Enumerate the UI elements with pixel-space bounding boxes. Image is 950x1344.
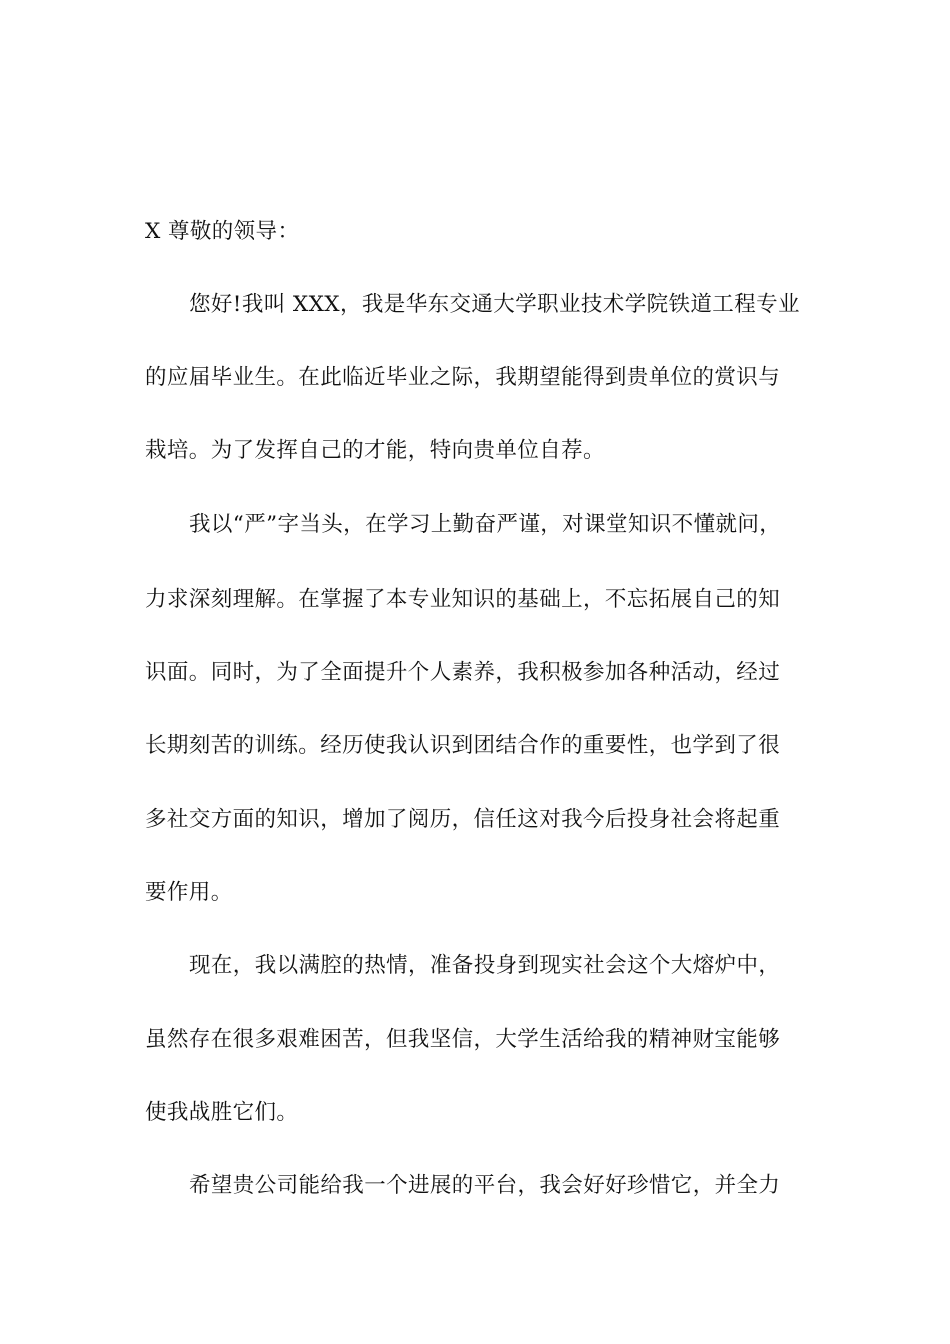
paragraph-line: 我以“严”字当头，在学习上勤奋严谨，对课堂知识不懂就问， [189, 512, 782, 537]
paragraph-line: 力求深刻理解。在掌握了本专业知识的基础上，不忘拓展自己的知 [145, 587, 781, 612]
paragraph-line: 虽然存在很多艰难困苦，但我坚信，大学生活给我的精神财宝能够 [145, 1027, 781, 1052]
paragraph-line: 多社交方面的知识，增加了阅历，信任这对我今后投身社会将起重 [145, 807, 781, 832]
paragraph-line: 现在，我以满腔的热情，准备投身到现实社会这个大熔炉中， [189, 953, 781, 978]
paragraph-line: 您好!我叫 XXX，我是华东交通大学职业技术学院铁道工程专业 [189, 292, 800, 317]
paragraph-line: 要作用。 [145, 880, 233, 905]
paragraph-line: 使我战胜它们。 [145, 1100, 299, 1125]
paragraph-line: 长期刻苦的训练。经历使我认识到团结合作的重要性，也学到了很 [145, 733, 781, 758]
paragraph-line: 的应届毕业生。在此临近毕业之际，我期望能得到贵单位的赏识与 [145, 365, 781, 390]
paragraph-line: 希望贵公司能给我一个进展的平台，我会好好珍惜它，并全力 [189, 1173, 781, 1198]
paragraph-line: 识面。同时，为了全面提升个人素养，我积极参加各种活动，经过 [145, 660, 781, 685]
paragraph-line: 栽培。为了发挥自己的才能，特向贵单位自荐。 [145, 438, 605, 463]
salutation: X 尊敬的领导： [145, 219, 300, 244]
